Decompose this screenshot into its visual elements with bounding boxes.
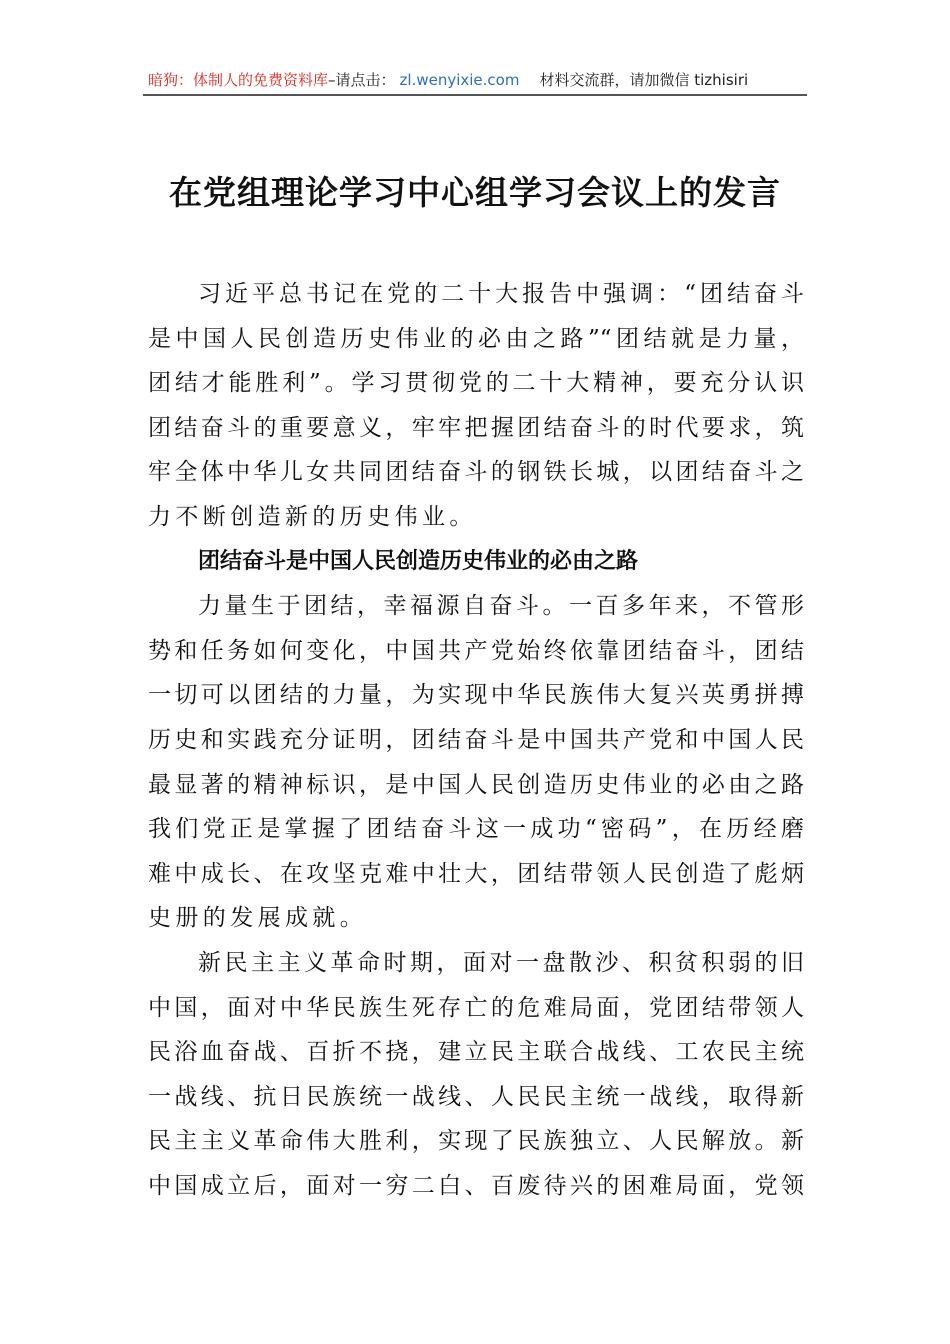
paragraph-line: 牢全体中华儿女共同团结奋斗的钢铁长城，以团结奋斗之 (148, 459, 804, 486)
paragraph-line: 是中国人民创造历史伟业的必由之路”“团结就是力量， (148, 325, 804, 352)
page-header-banner (148, 68, 804, 92)
paragraph-line: 团结才能胜利”。学习贯彻党的二十大精神，要充分认识 (148, 370, 804, 397)
paragraph-line: 新民主主义革命时期，面对一盘散沙、积贫积弱的旧 (198, 949, 804, 976)
paragraph-line: 中国成立后，面对一穷二白、百废待兴的困难局面，党领 (148, 1172, 804, 1199)
paragraph-line: 难中成长、在攻坚克难中壮大，团结带领人民创造了彪炳 (148, 860, 804, 887)
paragraph-line: 中国，面对中华民族生死存亡的危难局面，党团结带领人 (148, 994, 804, 1021)
section-heading: 团结奋斗是中国人民创造历史伟业的必由之路 (198, 548, 639, 574)
paragraph-line: 团结奋斗的重要意义，牢牢把握团结奋斗的时代要求，筑 (148, 414, 804, 441)
banner-link[interactable]: zl.wenyixie.com (399, 71, 520, 89)
banner-site-name: 暗狗：体制人的免费资料库 (148, 71, 329, 89)
paragraph-line: 力不断创造新的历史伟业。 (148, 503, 477, 530)
paragraph-line: 势和任务如何变化，中国共产党始终依靠团结奋斗，团结 (148, 637, 804, 664)
paragraph-line: 力量生于团结，幸福源自奋斗。一百多年来，不管形 (198, 593, 804, 620)
paragraph-line: 民浴血奋战、百折不挠，建立民主联合战线、工农民主统 (148, 1039, 804, 1066)
paragraph-line: 史册的发展成就。 (148, 905, 368, 932)
paragraph-line: 习近平总书记在党的二十大报告中强调：“团结奋斗 (198, 281, 804, 307)
paragraph-line: 一切可以团结的力量，为实现中华民族伟大复兴英勇拼搏 (148, 682, 804, 709)
document-title: 在党组理论学习中心组学习会议上的发言 (169, 173, 781, 212)
paragraph-line: 最显著的精神标识，是中国人民创造历史伟业的必由之路 (148, 771, 804, 798)
paragraph-line: 我们党正是掌握了团结奋斗这一成功“密码”，在历经磨 (148, 816, 804, 843)
document-body (148, 272, 804, 1208)
header-divider (143, 94, 807, 96)
paragraph-line: 历史和实践充分证明，团结奋斗是中国共产党和中国人民 (148, 726, 804, 753)
paragraph-line: 民主主义革命伟大胜利，实现了民族独立、人民解放。新 (148, 1128, 804, 1155)
banner-contact: 材料交流群，请加微信 tizhisiri (539, 71, 749, 89)
banner-click-prompt: –请点击： (328, 71, 396, 89)
paragraph-line: 一战线、抗日民族统一战线、人民民主统一战线，取得新 (148, 1083, 804, 1110)
